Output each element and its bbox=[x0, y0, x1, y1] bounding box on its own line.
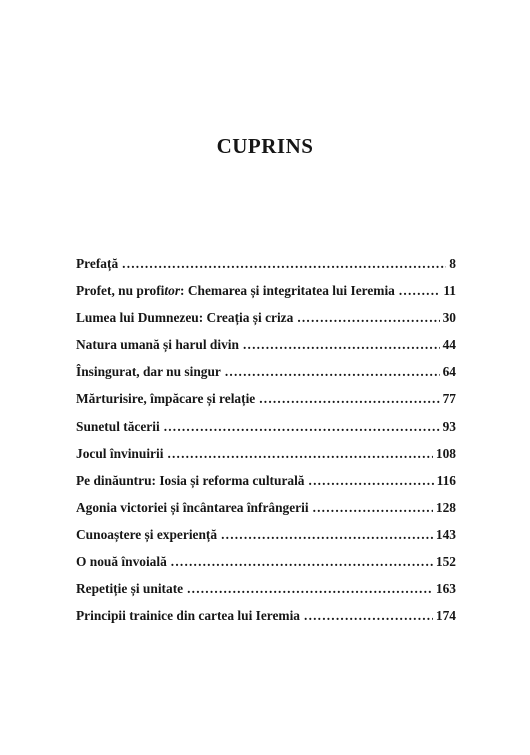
toc-page-number: 11 bbox=[443, 283, 456, 299]
toc-entry bbox=[76, 581, 456, 608]
dot-leader bbox=[304, 608, 433, 624]
toc-entry-title: Cunoaștere și experiență bbox=[76, 526, 218, 542]
toc-page-number: 30 bbox=[442, 310, 456, 326]
toc-entry-title: Însingurat, dar nu singur bbox=[76, 364, 221, 380]
dot-leader bbox=[187, 581, 433, 597]
toc-page-number: 174 bbox=[435, 608, 456, 624]
toc-entry bbox=[76, 256, 456, 283]
toc-entry-title: Natura umană și harul divin bbox=[76, 337, 239, 353]
toc-page-number: 77 bbox=[442, 391, 456, 407]
toc-entry bbox=[76, 310, 456, 337]
toc-entry-title: Lumea lui Dumnezeu: Creația și criza bbox=[76, 310, 294, 326]
toc-entry-title: Principii trainice din cartea lui Ieremia bbox=[76, 608, 301, 624]
toc-entry bbox=[76, 527, 456, 554]
toc-entry bbox=[76, 473, 456, 500]
toc-page-number: 143 bbox=[435, 526, 456, 542]
toc-entry bbox=[76, 364, 456, 391]
dot-leader bbox=[259, 391, 439, 407]
dot-leader bbox=[313, 500, 433, 516]
dot-leader bbox=[309, 473, 434, 489]
toc-page-number: 163 bbox=[435, 581, 456, 597]
toc-entry-title-part: : Chemarea și integritatea lui Ieremia bbox=[180, 283, 395, 299]
toc-entry-title-part: Profet, nu profi bbox=[76, 283, 165, 299]
dot-leader bbox=[399, 283, 440, 299]
toc-entry-title-italic: tor bbox=[164, 283, 181, 299]
toc-entry-title bbox=[76, 283, 395, 299]
toc-page-number: 152 bbox=[435, 554, 456, 570]
toc-entry-title: Agonia victoriei și încântarea înfrângerii bbox=[76, 499, 309, 515]
table-of-contents bbox=[76, 256, 456, 635]
toc-entry-title: Prefață bbox=[76, 256, 119, 271]
toc-page-number: 64 bbox=[442, 364, 456, 380]
toc-entry-title: Pe dinăuntru: Iosia și reforma culturală bbox=[76, 472, 305, 488]
dot-leader bbox=[243, 337, 440, 353]
toc-entry bbox=[76, 608, 456, 635]
toc-page-number: 116 bbox=[436, 472, 456, 488]
dot-leader bbox=[225, 364, 440, 380]
toc-page-number: 8 bbox=[449, 256, 456, 271]
toc-entry bbox=[76, 446, 456, 473]
toc-page-number: 108 bbox=[435, 445, 456, 461]
toc-entry-title: Sunetul tăcerii bbox=[76, 418, 160, 434]
toc-page-number: 128 bbox=[435, 499, 456, 515]
toc-page-number: 44 bbox=[442, 337, 456, 353]
dot-leader bbox=[171, 554, 433, 570]
dot-leader bbox=[164, 419, 440, 435]
dot-leader bbox=[297, 310, 439, 326]
toc-entry bbox=[76, 554, 456, 581]
toc-entry bbox=[76, 500, 456, 527]
toc-entry-title: Mărturisire, împăcare și relație bbox=[76, 391, 256, 407]
toc-entry bbox=[76, 391, 456, 418]
toc-entry-title: Repetiție și unitate bbox=[76, 581, 184, 597]
toc-entry bbox=[76, 337, 456, 364]
dot-leader bbox=[167, 446, 432, 462]
toc-entry bbox=[76, 419, 456, 446]
dot-leader bbox=[221, 527, 433, 543]
toc-entry bbox=[76, 283, 456, 310]
toc-entry-title: O nouă învoială bbox=[76, 554, 167, 570]
toc-entry-title: Jocul învinuirii bbox=[76, 445, 164, 461]
page-title: CUPRINS bbox=[216, 134, 314, 158]
dot-leader bbox=[122, 256, 446, 272]
toc-page-number: 93 bbox=[442, 418, 456, 434]
